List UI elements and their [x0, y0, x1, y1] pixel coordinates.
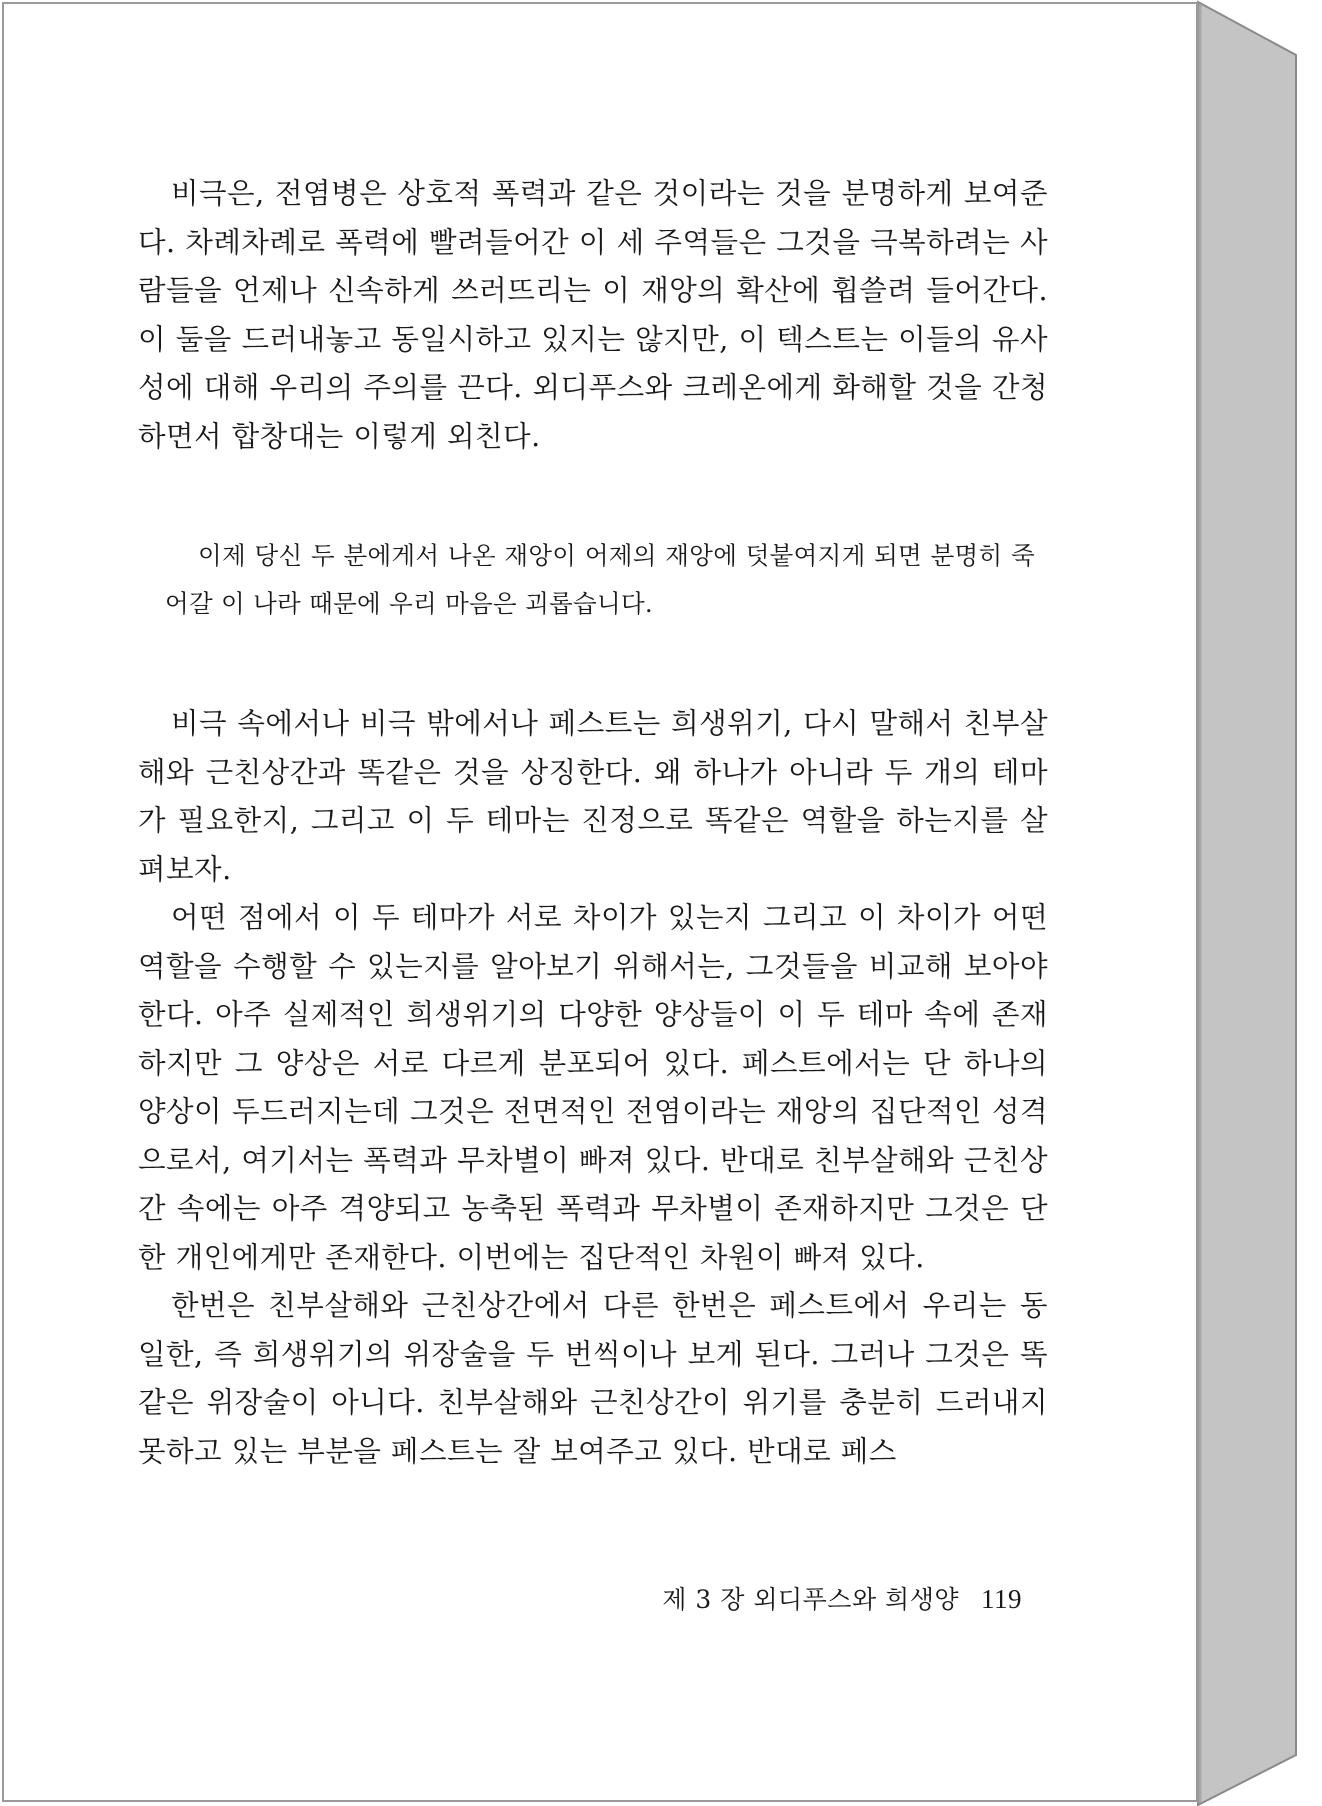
- block-quote: 이제 당신 두 분에게서 나온 재앙이 어제의 재앙에 덧붙여지게 되면 분명히 죽어갈 이 나라 때문에 우리 마음은 괴롭습니다.: [165, 541, 1035, 618]
- body-paragraph: 어떤 점에서 이 두 테마가 서로 차이가 있는지 그리고 이 차이가 어떤 역할을 수행할 수 있는지를 알아보기 위해서는, 그것들을 비교해 보아야 한다. 아주 실제적인 희생위기의 다양한 양상들이 이 두 테마 속에 존재하지만 그 양상은 서로 다르게 분포되어 있다. 페스트에서는 단 하나의 양상이 두드러지는데 그것은 전면적인 전염이라는 재앙의 집단적인 성격으로서, 여기서는 폭력과 무차별이 빠져 있다. 반대로 친부살해와 근친상간 속에는 아주 격양되고 농축된 폭력과 무차별이 존재하지만 그것은 단 한 개인에게만 존재한다. 이번에는 집단적인 차원이 빠져 있다.: [138, 901, 1048, 1274]
- running-head: 제 3 장 외디푸스와 희생양: [662, 1585, 959, 1614]
- body-paragraph: 비극은, 전염병은 상호적 폭력과 같은 것이라는 것을 분명하게 보여준다. 차례차례로 폭력에 빨려들어간 이 세 주역들은 그것을 극복하려는 사람들을 언제나 신속하게 쓰러뜨리는 이 재앙의 확산에 휩쓸려 들어간다. 이 둘을 드러내놓고 동일시하고 있지는 않지만, 이 텍스트는 이들의 유사성에 대해 우리의 주의를 끈다. 외디푸스와 크레온에게 화해할 것을 간청하면서 합창대는 이렇게 외친다.: [138, 177, 1048, 453]
- body-paragraph-block-1: [138, 170, 1048, 461]
- page-footer: [0, 1580, 1022, 1616]
- body-paragraph: 비극 속에서나 비극 밖에서나 페스트는 희생위기, 다시 말해서 친부살해와 근친상간과 똑같은 것을 상징한다. 왜 하나가 아니라 두 개의 테마가 필요한지, 그리고 이 두 테마는 진정으로 똑같은 역할을 하는지를 살펴보자.: [138, 707, 1048, 886]
- book-side-panel: [1198, 2, 1296, 1805]
- page-number: 119: [981, 1584, 1022, 1614]
- body-paragraph-block-2: [138, 700, 1048, 1476]
- body-paragraph: 한번은 친부살해와 근친상간에서 다른 한번은 페스트에서 우리는 동일한, 즉 희생위기의 위장술을 두 번씩이나 보게 된다. 그러나 그것은 똑같은 위장술이 아니다. 친부살해와 근친상간이 위기를 충분히 드러내지 못하고 있는 부분을 페스트는 잘 보여주고 있다. 반대로 페스: [138, 1289, 1048, 1468]
